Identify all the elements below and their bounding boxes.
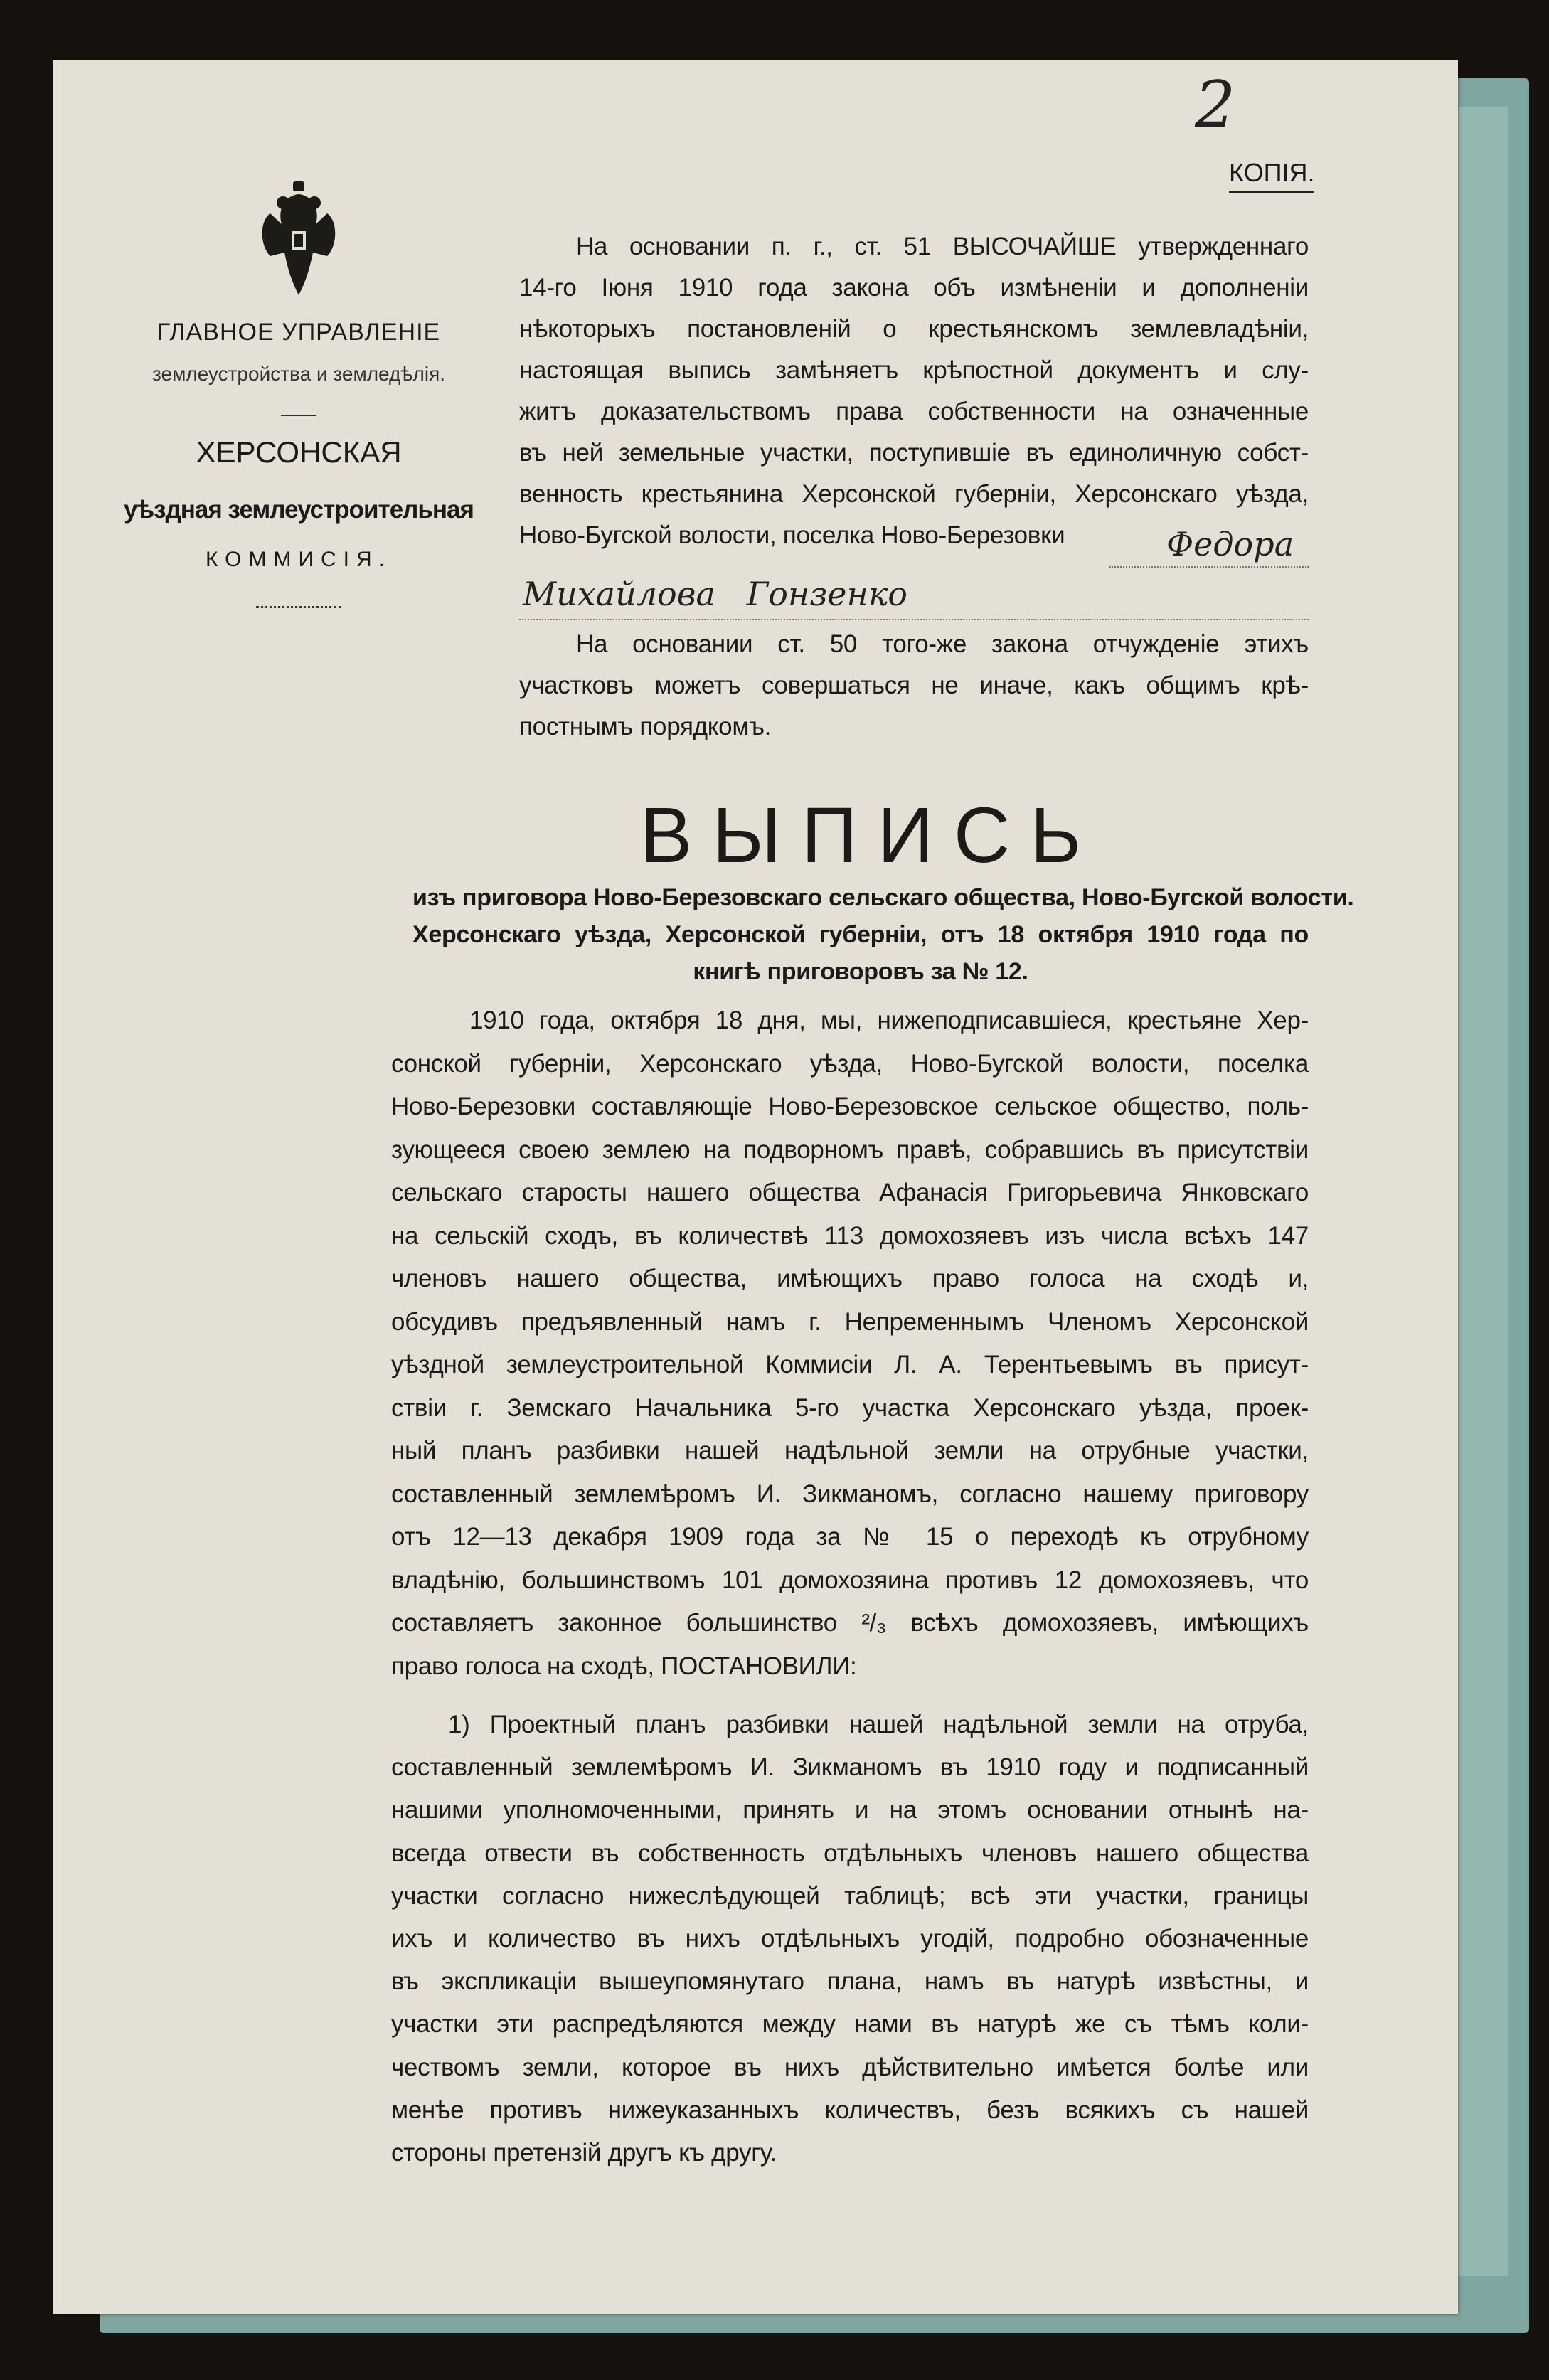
text-line: сельскаго старосты нашего общества Афанасiя Григорьевича Янковскаго [391,1179,1309,1206]
text-line: сонской губернiи, Херсонскаго уѣзда, Ново-Бугской волости, поселка [391,1049,1309,1078]
text-line: нашими уполномоченными, принять и на этомъ основании отнынѣ на- [391,1796,1309,1824]
text-line: зующееся своею землею на подворномъ правѣ, собравшись въ присутствiи [391,1135,1309,1164]
text-line: На основании ст. 50 того-же закона отчужденiе этихъ [576,630,1309,658]
text-line: чествомъ земли, которое въ нихъ дѣйствительно имѣется болѣе или [391,2053,1309,2081]
text-line: участки эти распредѣляются между нами въ натурѣ же съ тѣмъ коли- [391,2010,1309,2039]
text-line: Херсонскаго уѣзда, Херсонской губернiи, отъ 18 октября 1910 года по [412,921,1309,948]
commission-name: уѣздная землеустроительная [124,496,474,524]
text-line: обсудивъ предъявленный намъ г. Непременнымъ Членомъ Херсонской [391,1307,1309,1336]
handwritten-name: Михайлова Гонзенко [523,575,907,613]
text-line: участки согласно нижеслѣдующей таблицѣ; всѣ эти участки, границы [391,1881,1309,1910]
text-line: отъ 12—13 декабря 1909 года за № 15 о переходѣ къ отрубному [391,1523,1309,1551]
double-headed-eagle-icon [256,181,341,299]
text-line: ствiи г. Земскаго Начальника 5-го участка Херсонскаго уѣзда, проек- [391,1393,1309,1422]
text-line: Ново-Бугской волости, поселка Ново-Березовки [519,521,1065,549]
text-line: составленный землемѣромъ И. Зикманомъ, согласно нашему приговору [391,1479,1309,1508]
text-line: членовъ нашего общества, имѣющихъ право голоса на сходѣ и, [391,1265,1309,1292]
text-line: книгѣ приговоровъ за № 12. [693,958,1028,985]
agency-subtitle: землеустройства и земледѣлiя. [151,363,446,385]
text-line: ный планъ разбивки нашей надѣльной земли на отрубные участки, [391,1437,1309,1465]
ornament-divider [256,606,341,608]
text-line: владѣнiю, большинствомъ 101 домохозяина противъ 12 домохозяевъ, что [391,1566,1309,1594]
text-line: въ ней земельные участки, поступившiе въ единоличную собст- [519,439,1309,467]
ornament-divider [281,415,316,416]
text-line: менѣе противъ нижеуказанныхъ количествъ, безъ всякихъ съ нашей [391,2095,1309,2124]
text-line: право голоса на сходѣ, ПОСТАНОВИЛИ: [391,1652,857,1680]
handwritten-first-name: Федора [1166,525,1294,563]
text-line: Ново-Березовки составляющiе Ново-Березовское сельское общество, поль- [391,1093,1309,1120]
text-line: настоящая выпись замѣняетъ крѣпостной документъ и слу- [519,356,1309,384]
commission-region: ХЕРСОНСКАЯ [196,435,402,469]
document-title: ВЫПИСЬ [640,792,1102,879]
text-line: составленный землемѣромъ И. Зикманомъ въ 1910 году и подписанный [391,1753,1309,1782]
text-line: 1) Проектный планъ разбивки нашей надѣльной земли на отруба, [448,1711,1309,1738]
copy-mark: КОПIЯ. [1229,158,1314,193]
text-line: въ экспликацiи вышеупомянутаго плана, намъ въ натурѣ извѣстны, и [391,1967,1309,1996]
fill-in-line [1109,566,1309,568]
text-line: участковъ можетъ совершаться не иначе, какъ общимъ крѣ- [519,671,1309,699]
text-line: ихъ и количество въ нихъ отдѣльныхъ угодiй, подробно обозначенные [391,1925,1309,1953]
commission-label: КОММИСIЯ. [205,548,393,571]
fill-in-line [519,619,1309,620]
text-line: постнымъ порядкомъ. [519,713,772,740]
text-line: стороны претензiй другъ къ другу. [391,2139,777,2167]
agency-name: ГЛАВНОЕ УПРАВЛЕНIЕ [156,319,441,346]
text-line: на сельскiй сходъ, въ количествѣ 113 домохозяевъ изъ числа всѣхъ 147 [391,1221,1309,1250]
text-line: всегда отвести въ собственность отдѣльныхъ членовъ нашего общества [391,1839,1309,1867]
text-line: житъ доказательствомъ права собственности на означенные [519,398,1309,425]
text-line: венность крестьянина Херсонской губернiи, Херсонскаго уѣзда, [519,480,1309,508]
text-line: составляетъ законное большинство ²/₃ всѣхъ домохозяевъ, имѣющихъ [391,1609,1309,1637]
text-line: 1910 года, октября 18 дня, мы, нижеподписавшiеся, крестьяне Хер- [469,1006,1309,1034]
text-line: На основании п. г., ст. 51 ВЫСОЧАЙШЕ утвержденнаго [576,233,1309,260]
page-number: 2 [1195,68,1236,142]
text-line: изъ приговора Ново-Березовскаго сельскаго общества, Ново-Бугской волости. [412,884,1354,911]
text-line: нѣкоторыхъ постановленiй о крестьянскомъ землевладѣнiи, [519,315,1309,343]
text-line: 14-го Iюня 1910 года закона объ измѣненiи и дополненiи [519,274,1309,302]
text-line: уѣздной землеустроительной Коммисiи Л. А. Терентьевымъ въ присут- [391,1351,1309,1378]
